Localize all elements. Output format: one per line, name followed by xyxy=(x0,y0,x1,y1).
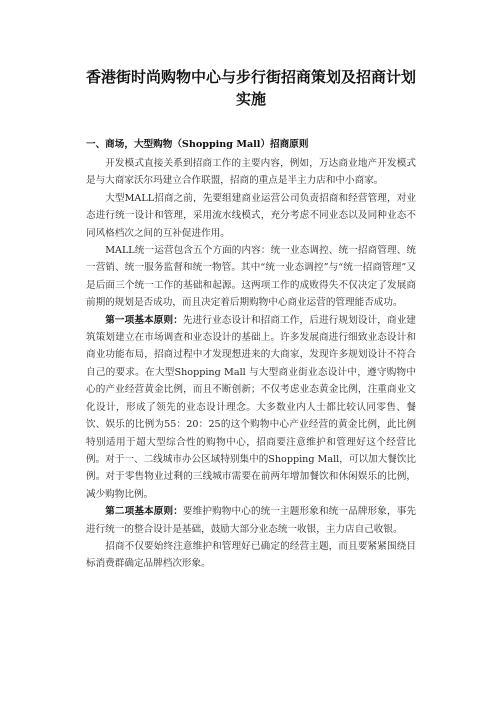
paragraph-6 xyxy=(86,538,416,573)
paragraph-3 xyxy=(86,242,416,312)
paragraph-text: MALL统一运营包含五个方面的内容：统一业态调控、统一招商管理、统一营销、统一服务监督和统一物管。其中“统一业态调控”与“统一招商管理”又是后面三个统一工作的基础和起源。这两项工作的成败得失不仅决定了发展商前期的规划是否成功，而且决定着后期购物中心商业运营的管理能否成功。 xyxy=(86,245,416,309)
document-page xyxy=(86,66,416,573)
principle-one-lead: 第一项基本原则： xyxy=(105,314,183,326)
principle-two-lead: 第二项基本原则： xyxy=(105,506,183,518)
paragraph-text: 招商不仅要始终注意维护和管理好已确定的经营主题，而且要紧紧围绕目标消费群确定品牌档次形象。 xyxy=(86,540,416,570)
paragraph-5 xyxy=(86,503,416,538)
paragraph-text: 先进行业态设计和招商工作，后进行规划设计，商业建筑策划建立在市场调查和业态设计的基础上。许多发展商进行细致业态设计和商业功能布局，招商过程中才发现想进来的大商家，发现许多规划设计不符合自己的要求。在大型Shopping Mall 与大型商业街业态设计中，遵守购物中心的产业经营黄金比例，而且不断创新；不仅考虑业态黄金比例，注重商业文化设计，形成了领先的业态设计理念。大多数业内人士都比较认同零售、餐饮、娱乐的比例为55：20：25的这个购物中心产业经营的黄金比例，此比例特别适用于超大型综合性的购物中心，招商要注意维护和管理好这个经营比例。对于一、二线城市办公区域特别集中的Shopping Mall，可以加大餐饮比例。对于零售物业过剩的三线城市需要在前两年增加餐饮和休闲娱乐的比例，减少购物比例。 xyxy=(86,314,416,500)
paragraph-4 xyxy=(86,312,416,503)
paragraph-text: 开发模式直接关系到招商工作的主要内容，例如，万达商业地产开发模式是与大商家沃尔玛建立合作联盟，招商的重点是半主力店和中小商家。 xyxy=(86,158,416,187)
paragraph-1 xyxy=(86,155,416,190)
paragraph-text: 大型MALL招商之前，先要组建商业运营公司负责招商和经营管理，对业态进行统一设计和管理，采用流水线模式，充分考虑不同业态以及同种业态不同风格档次之间的互补促进作用。 xyxy=(86,192,416,239)
document-title: 香港街时尚购物中心与步行街招商策划及招商计划实施 xyxy=(86,68,417,108)
paragraph-2 xyxy=(86,190,416,242)
paragraph-text: 要维护购物中心的统一主题形象和统一品牌形象，事先进行统一的整合设计是基础，鼓励大部分业态统一收银，主力店自己收银。 xyxy=(86,506,416,535)
section-heading: 一、商场，大型购物（Shopping Mall）招商原则 xyxy=(86,139,309,150)
